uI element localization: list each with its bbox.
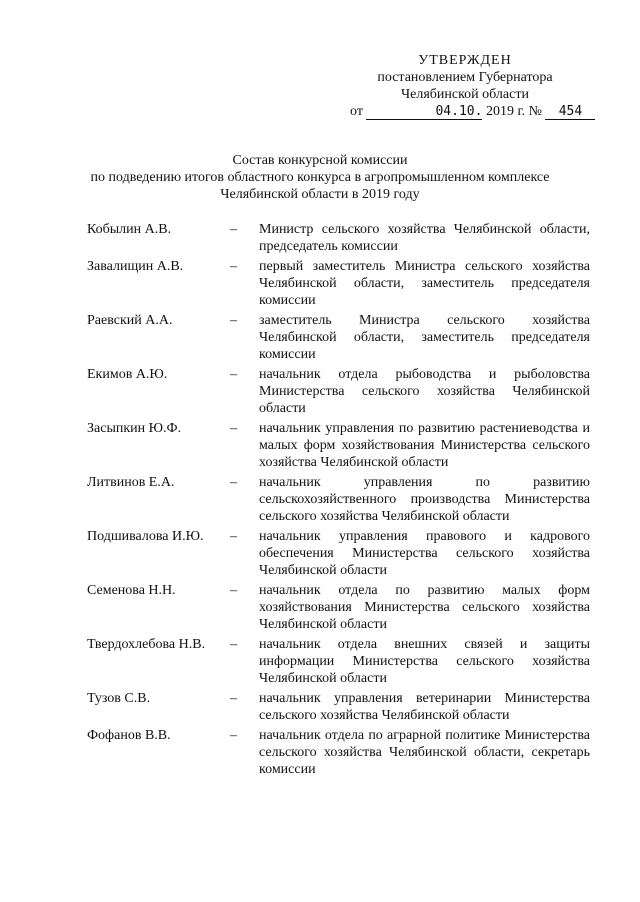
member-role: заместитель Министра сельского хозяйства Челябинской области, заместитель председателя комиссии [259, 313, 590, 362]
member-name: Подшивалова И.Ю. [87, 529, 204, 544]
member-dash: – [230, 529, 237, 544]
member-name: Фофанов В.В. [87, 728, 171, 743]
approval-line-2: Челябинской области [401, 87, 529, 102]
member-row [87, 420, 590, 471]
approval-date: 04.10. [366, 104, 482, 120]
member-role: начальник управления правового и кадрового обеспечения Министерства сельского хозяйства Челябинской области [259, 529, 590, 578]
member-dash: – [230, 728, 237, 743]
member-name: Раевский А.А. [87, 313, 173, 328]
member-name: Литвинов Е.А. [87, 475, 175, 490]
member-name: Засыпкин Ю.Ф. [87, 421, 182, 436]
member-role: Министр сельского хозяйства Челябинской области, председатель комиссии [259, 222, 590, 254]
member-row [87, 221, 590, 255]
member-name: Тузов С.В. [87, 691, 151, 706]
member-name: Завалищин А.В. [87, 259, 184, 274]
member-row [87, 366, 590, 417]
member-dash: – [230, 637, 237, 652]
member-role: начальник отдела рыбоводства и рыболовства Министерства сельского хозяйства Челябинской области [259, 367, 590, 416]
heading-line-1: Состав конкурсной комиссии [232, 153, 408, 168]
member-name: Семенова Н.Н. [87, 583, 176, 598]
member-dash: – [230, 691, 237, 706]
approval-year-text: 2019 г. № [485, 104, 542, 119]
commission-members-list [87, 221, 590, 778]
member-dash: – [230, 313, 237, 328]
member-role: начальник отдела по развитию малых форм хозяйствования Министерства сельского хозяйства Челябинской области [259, 583, 590, 632]
member-name: Кобылин А.В. [87, 222, 172, 237]
member-dash: – [230, 367, 237, 382]
approval-stamp [330, 52, 600, 120]
heading-line-2: по подведению итогов областного конкурса в агропромышленном комплексе [90, 170, 550, 185]
member-dash: – [230, 583, 237, 598]
approval-line-1: постановлением Губернатора [377, 70, 553, 85]
member-dash: – [230, 421, 237, 436]
member-dash: – [230, 222, 237, 237]
member-dash: – [230, 475, 237, 490]
member-role: начальник отдела внешних связей и защиты информации Министерства сельского хозяйства Челябинской области [259, 637, 590, 686]
member-role: начальник отдела по аграрной политике Министерства сельского хозяйства Челябинской области, секретарь комиссии [259, 728, 590, 777]
member-row [87, 727, 590, 778]
member-dash: – [230, 259, 237, 274]
document-heading [60, 152, 580, 203]
member-row [87, 582, 590, 633]
member-role: начальник управления по развитию сельскохозяйственного производства Министерства сельского хозяйства Челябинской области [259, 475, 590, 524]
member-name: Екимов А.Ю. [87, 367, 168, 382]
member-name: Твердохлебова Н.В. [87, 637, 206, 652]
approval-number: 454 [545, 104, 595, 120]
member-row [87, 636, 590, 687]
approval-date-line [330, 103, 600, 120]
member-row [87, 690, 590, 724]
approval-from-label: от [350, 104, 363, 119]
member-row [87, 312, 590, 363]
member-role: начальник управления по развитию растениеводства и малых форм хозяйствования Министерства сельского хозяйства Челябинской области [259, 421, 590, 470]
member-role: начальник управления ветеринарии Министерства сельского хозяйства Челябинской области [259, 691, 590, 723]
heading-line-3: Челябинской области в 2019 году [220, 187, 420, 202]
approval-title: УТВЕРЖДЕН [418, 53, 512, 68]
member-row [87, 258, 590, 309]
member-row [87, 528, 590, 579]
member-role: первый заместитель Министра сельского хозяйства Челябинской области, заместитель председателя комиссии [259, 259, 590, 308]
member-row [87, 474, 590, 525]
